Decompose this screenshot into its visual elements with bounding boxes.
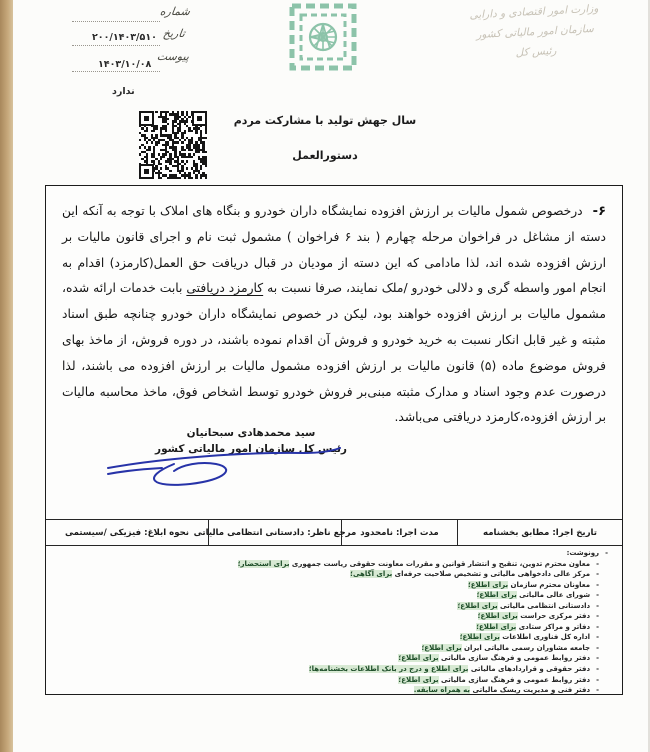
cc-item xyxy=(56,664,612,675)
cc-item-purpose: برای اطلاع؛ xyxy=(477,612,518,621)
dash-bullet: - xyxy=(596,643,599,652)
cc-item-purpose: برای اطلاع؛ xyxy=(421,643,462,652)
dash-bullet: - xyxy=(596,633,599,642)
qr-finder-icon xyxy=(139,164,154,179)
cc-item-text: دادستانی انتظامی مالیاتی xyxy=(497,601,591,610)
year-slogan: سال جهش تولید با مشارکت مردم xyxy=(233,114,417,127)
cc-item xyxy=(56,590,612,601)
cc-item-text: دفاتر و مراکز ستادی xyxy=(516,622,591,631)
cc-item-text: دفتر مرکزی حراست xyxy=(517,612,591,621)
letterhead-ministry: وزارت امور اقتصادی و دارایی xyxy=(469,2,599,22)
dash-bullet: - xyxy=(596,559,599,568)
ref-attachment-value: ندارد xyxy=(112,86,135,97)
cc-item xyxy=(56,653,612,664)
meta-label: نحوه ابلاغ: xyxy=(144,527,190,538)
cc-item xyxy=(56,643,612,654)
letterhead-office: رئیس کل xyxy=(515,44,557,60)
cc-item xyxy=(56,569,612,580)
meta-cell-duration xyxy=(342,520,458,545)
ref-date-value: ۱۴۰۳/۱۰/۰۸ xyxy=(98,59,152,70)
clause-6-paragraph xyxy=(62,199,606,431)
qr-code xyxy=(139,111,207,179)
cc-item xyxy=(56,601,612,612)
cc-item-text: دفتر فنی و مدیریت ریسک مالیاتی xyxy=(470,686,591,695)
dash-bullet: - xyxy=(596,654,599,663)
dash-bullet: - xyxy=(596,601,599,610)
ref-number-value: ۲۰۰/۱۴۰۳/۵۱۰ xyxy=(92,32,157,43)
cc-item xyxy=(56,622,612,633)
ref-number-line xyxy=(72,21,160,22)
cc-item-text: دفتر حقوقی و قراردادهای مالیاتی xyxy=(468,665,591,674)
signer-name: سید محمدهادی سبحانیان xyxy=(186,427,316,439)
cc-item-text: اداره کل فناوری اطلاعات xyxy=(499,633,591,642)
clause-underlined-phrase: کارمزد دریافتی xyxy=(186,281,264,296)
meta-label: تاریخ اجرا: xyxy=(552,527,598,538)
meta-cell-supervisor xyxy=(193,520,357,545)
letterhead-organization: سازمان امور مالیاتی کشور xyxy=(475,22,595,42)
cc-item-purpose: برای اطلاع؛ xyxy=(457,601,498,610)
cc-item-text: معاون محترم تدوین، تنقیح و انتشار قوانین و مقررات معاونت حقوقی ریاست جمهوری xyxy=(289,559,591,568)
cc-item xyxy=(56,685,612,696)
clause-text-part1: درخصوص شمول مالیات بر ارزش افزوده نمایشگاه داران خودرو و بنگاه های املاک با توجه به آنکه این دسته از مشاغل در فراخوان مرحله چهارم ( بند ۶ فراخوان ) مشمول ثبت نام و اجرای قانون مالیات بر ارزش افزوده شده اند، لذا مادامی که این دسته از مودیان در قبال دریافت حق العمل(کارمزد) اقدام به انجام امور واسطه گری و دلالی خودرو /ملک نمایند، صرفا نسبت به xyxy=(62,204,606,296)
signer-title: رئیس کل سازمان امور مالیاتی کشور xyxy=(155,443,347,455)
scan-binding-edge xyxy=(0,0,13,752)
cc-item-text: معاونان محترم سازمان xyxy=(508,580,591,589)
cc-item-text: دفتر روابط عمومی و فرهنگ سازی مالیاتی xyxy=(438,675,591,684)
meta-value: نامحدود xyxy=(360,527,393,538)
meta-value: دادستانی انتظامی مالیاتی xyxy=(193,527,305,538)
cc-item xyxy=(56,675,612,686)
cc-item-text: شورای عالی مالیاتی xyxy=(516,591,591,600)
meta-value: فیزیکی /سیستمی xyxy=(64,527,142,538)
letter-body-frame xyxy=(45,185,623,695)
ref-date-line xyxy=(72,45,160,46)
cc-item-purpose: برای اطلاع؛ xyxy=(398,654,439,663)
clause-number: ۶- xyxy=(592,204,606,219)
cc-item-purpose: برای اطلاع؛ xyxy=(467,580,509,589)
cc-item-text: دفتر روابط عمومی و فرهنگ سازی مالیاتی xyxy=(438,654,591,663)
dash-bullet: - xyxy=(605,549,608,557)
dash-bullet: - xyxy=(596,570,599,579)
dash-bullet: - xyxy=(596,675,599,684)
qr-finder-icon xyxy=(192,111,207,126)
dash-bullet: - xyxy=(596,686,599,695)
qr-finder-icon xyxy=(139,111,154,126)
letterhead xyxy=(425,0,646,68)
meta-label: مدت اجرا: xyxy=(395,527,439,538)
cc-item xyxy=(56,580,612,591)
cc-item-purpose: برای اطلاع؛ xyxy=(476,591,517,600)
dash-bullet: - xyxy=(596,612,599,621)
clause-text-part2: بابت خدمات ارائه شده، مشمول مالیات بر ارزش افزوده خواهند بود، لیکن در خصوص نمایشگاه داران خودرو چنانچه طبق اسناد مثبته و غیر قابل انکار نسبت به خرید خودرو و فروش آن اقدام نموده باشند، در دوره فروش، از ماخذ بهای فروش موضوع ماده (۵) قانون مالیات بر ارزش افزوده مشمول مالیات بر ارزش افزوده می باشند، لذا درصورت عدم وجود اسناد و مدارک مثبته مبنی‌بر فروش خودرو توسط اشخاص فوق، ماخذ محاسبه مالیات بر ارزش افزوده،کارمزد دریافتی می‌باشد. xyxy=(62,281,606,425)
ref-date-label: تاریخ xyxy=(162,27,186,40)
meta-label: مرجع ناظر: xyxy=(307,527,357,538)
cc-heading xyxy=(56,548,612,559)
signature-block xyxy=(86,427,416,455)
dash-bullet: - xyxy=(596,665,599,674)
cc-item-text: مرکز عالی دادخواهی مالیاتی و تشخیص صلاحیت حرفه‌ای xyxy=(392,570,591,579)
cc-item xyxy=(56,559,612,570)
cc-item-purpose: برای اطلاع؛ xyxy=(476,622,517,631)
ref-number-label: شماره xyxy=(159,5,191,18)
dash-bullet: - xyxy=(596,580,599,589)
ref-attachment-label: پیوست xyxy=(156,50,191,63)
cc-item-purpose: به همراه سابقه. xyxy=(413,686,471,695)
cc-list xyxy=(56,548,612,696)
cc-item-purpose: برای اطلاع؛ xyxy=(459,633,500,642)
tax-administration-emblem-icon xyxy=(286,0,360,74)
meta-value: مطابق بخشنامه xyxy=(483,527,550,538)
cc-item-purpose: برای آگاهی؛ xyxy=(350,570,393,579)
dash-bullet: - xyxy=(596,591,599,600)
cc-item xyxy=(56,632,612,643)
cc-item-purpose: برای استحضار؛ xyxy=(237,559,290,568)
meta-cell-notification-method xyxy=(46,520,209,545)
cc-item xyxy=(56,611,612,622)
execution-meta-table xyxy=(46,519,622,546)
cc-item-purpose: برای اطلاع و درج در بانک اطلاعات بخشنامه‌ها؛ xyxy=(308,665,469,674)
cc-item-purpose: برای اطلاع؛ xyxy=(398,675,439,684)
ref-attachment-line xyxy=(72,71,160,72)
document-type-title: دستورالعمل xyxy=(292,149,358,162)
cc-item-text: جامعه مشاوران رسمی مالیاتی ایران xyxy=(461,643,591,652)
cc-heading-label: رونوشت: xyxy=(566,549,600,557)
dash-bullet: - xyxy=(596,622,599,631)
meta-cell-execution-date xyxy=(458,520,622,545)
